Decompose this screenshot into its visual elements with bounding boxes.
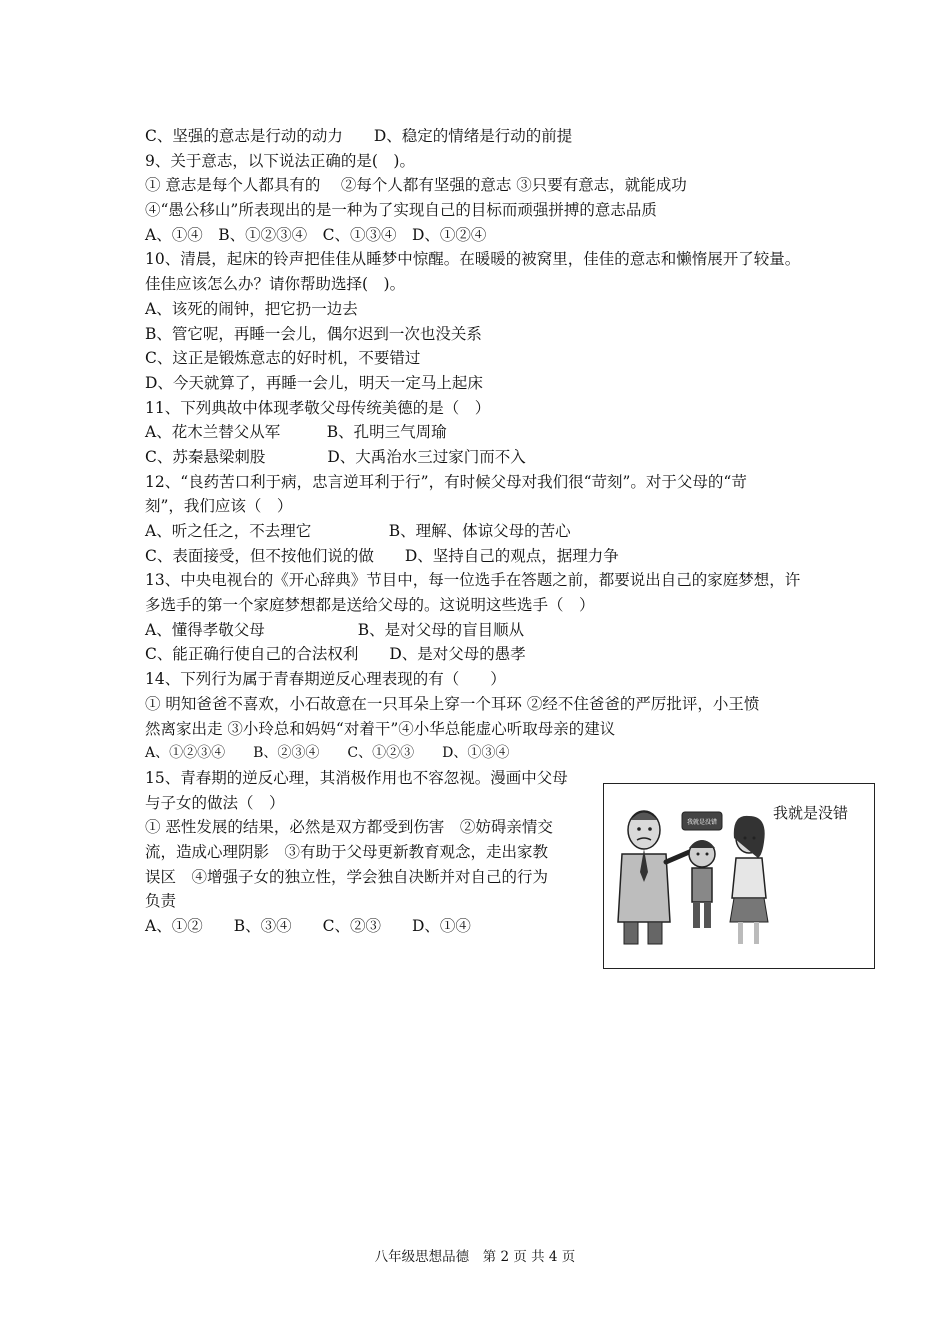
cartoon-figure (603, 783, 875, 969)
text-line: ① 意志是每个人都具有的 ②每个人都有坚强的意志 ③只要有意志，就能成功 (145, 176, 687, 195)
text-line: 15、青春期的逆反心理，其消极作用也不容忽视。漫画中父母 (145, 768, 568, 787)
text-line: A、①② B、③④ C、②③ D、①④ (145, 917, 471, 935)
child-figure (682, 812, 722, 928)
cartoon-caption: 我就是没错 (772, 804, 848, 822)
text-line: 刻”，我们应该（ ） (145, 497, 293, 516)
text-line: C、这正是锻炼意志的好时机，不要错过 (145, 349, 421, 368)
text-line: C、坚强的意志是行动的动力 D、稳定的情绪是行动的前提 (145, 127, 573, 145)
text-line: A、听之任之，不去理它 B、理解、体谅父母的苦心 (145, 522, 571, 540)
text-line: 然离家出走 ③小玲总和妈妈“对着干”④小华总能虚心听取母亲的建议 (145, 719, 616, 738)
text-line: 误区 ④增强子女的独立性，学会独自决断并对自己的行为 (145, 867, 549, 886)
text-line: A、①②③④ B、②③④ C、①②③ D、①③④ (145, 745, 510, 762)
text-line: 负责 (145, 892, 177, 911)
text-line: 10、清晨，起床的铃声把佳佳从睡梦中惊醒。在暖暖的被窝里，佳佳的意志和懒惰展开了较量。 (145, 250, 801, 269)
text-line: 12、“良药苦口利于病，忠言逆耳利于行”，有时候父母对我们很“苛刻”。对于父母的“苛 (145, 472, 747, 491)
page-footer: 八年级思想品德 第 2 页 共 4 页 (374, 1249, 576, 1265)
text-line: 多选手的第一个家庭梦想都是送给父母的。这说明这些选手（ ） (145, 596, 595, 615)
text-line: ① 恶性发展的结果，必然是双方都受到伤害 ②妨碍亲情交 (145, 818, 553, 837)
father-figure (618, 811, 694, 944)
text-line: C、表面接受，但不按他们说的做 D、坚持自己的观点，据理力争 (145, 546, 619, 565)
text-line: A、花木兰替父从军 B、孔明三气周瑜 (145, 423, 447, 442)
text-line: ④“愚公移山”所表现出的是一种为了实现自己的目标而顽强拼搏的意志品质 (145, 201, 657, 220)
text-line: 流，造成心理阴影 ③有助于父母更新教育观念，走出家教 (145, 842, 549, 861)
text-line: C、能正确行使自己的合法权利 D、是对父母的愚孝 (145, 645, 526, 664)
text-line: 13、中央电视台的《开心辞典》节目中，每一位选手在答题之前，都要说出自己的家庭梦想，许 (145, 571, 801, 590)
cartoon-illustration (612, 802, 772, 952)
text-line: 11、下列典故中体现孝敬父母传统美德的是（ ） (145, 398, 491, 417)
child-sign-text: 我就是没错 (686, 819, 718, 826)
text-line: ① 明知爸爸不喜欢，小石故意在一只耳朵上穿一个耳环 ②经不住爸爸的严厉批评，小王愤 (145, 694, 760, 713)
text-line: C、苏秦悬梁刺股 D、大禹治水三过家门而不入 (145, 447, 526, 466)
text-line: A、①④ B、①②③④ C、①③④ D、①②④ (145, 225, 487, 244)
text-line: D、今天就算了，再睡一会儿，明天一定马上起床 (145, 373, 483, 392)
text-line: 14、下列行为属于青春期逆反心理表现的有（ ） (145, 670, 506, 689)
mother-figure (730, 816, 768, 944)
text-line: 9、关于意志，以下说法正确的是( )。 (145, 151, 415, 170)
text-line: B、管它呢，再睡一会儿，偶尔迟到一次也没关系 (145, 324, 482, 343)
text-line: A、该死的闹钟，把它扔一边去 (145, 299, 358, 318)
text-line: 与子女的做法（ ） (145, 793, 285, 812)
text-line: A、懂得孝敬父母 B、是对父母的盲目顺从 (145, 620, 525, 639)
text-line: 佳佳应该怎么办？请你帮助选择( )。 (145, 275, 406, 294)
